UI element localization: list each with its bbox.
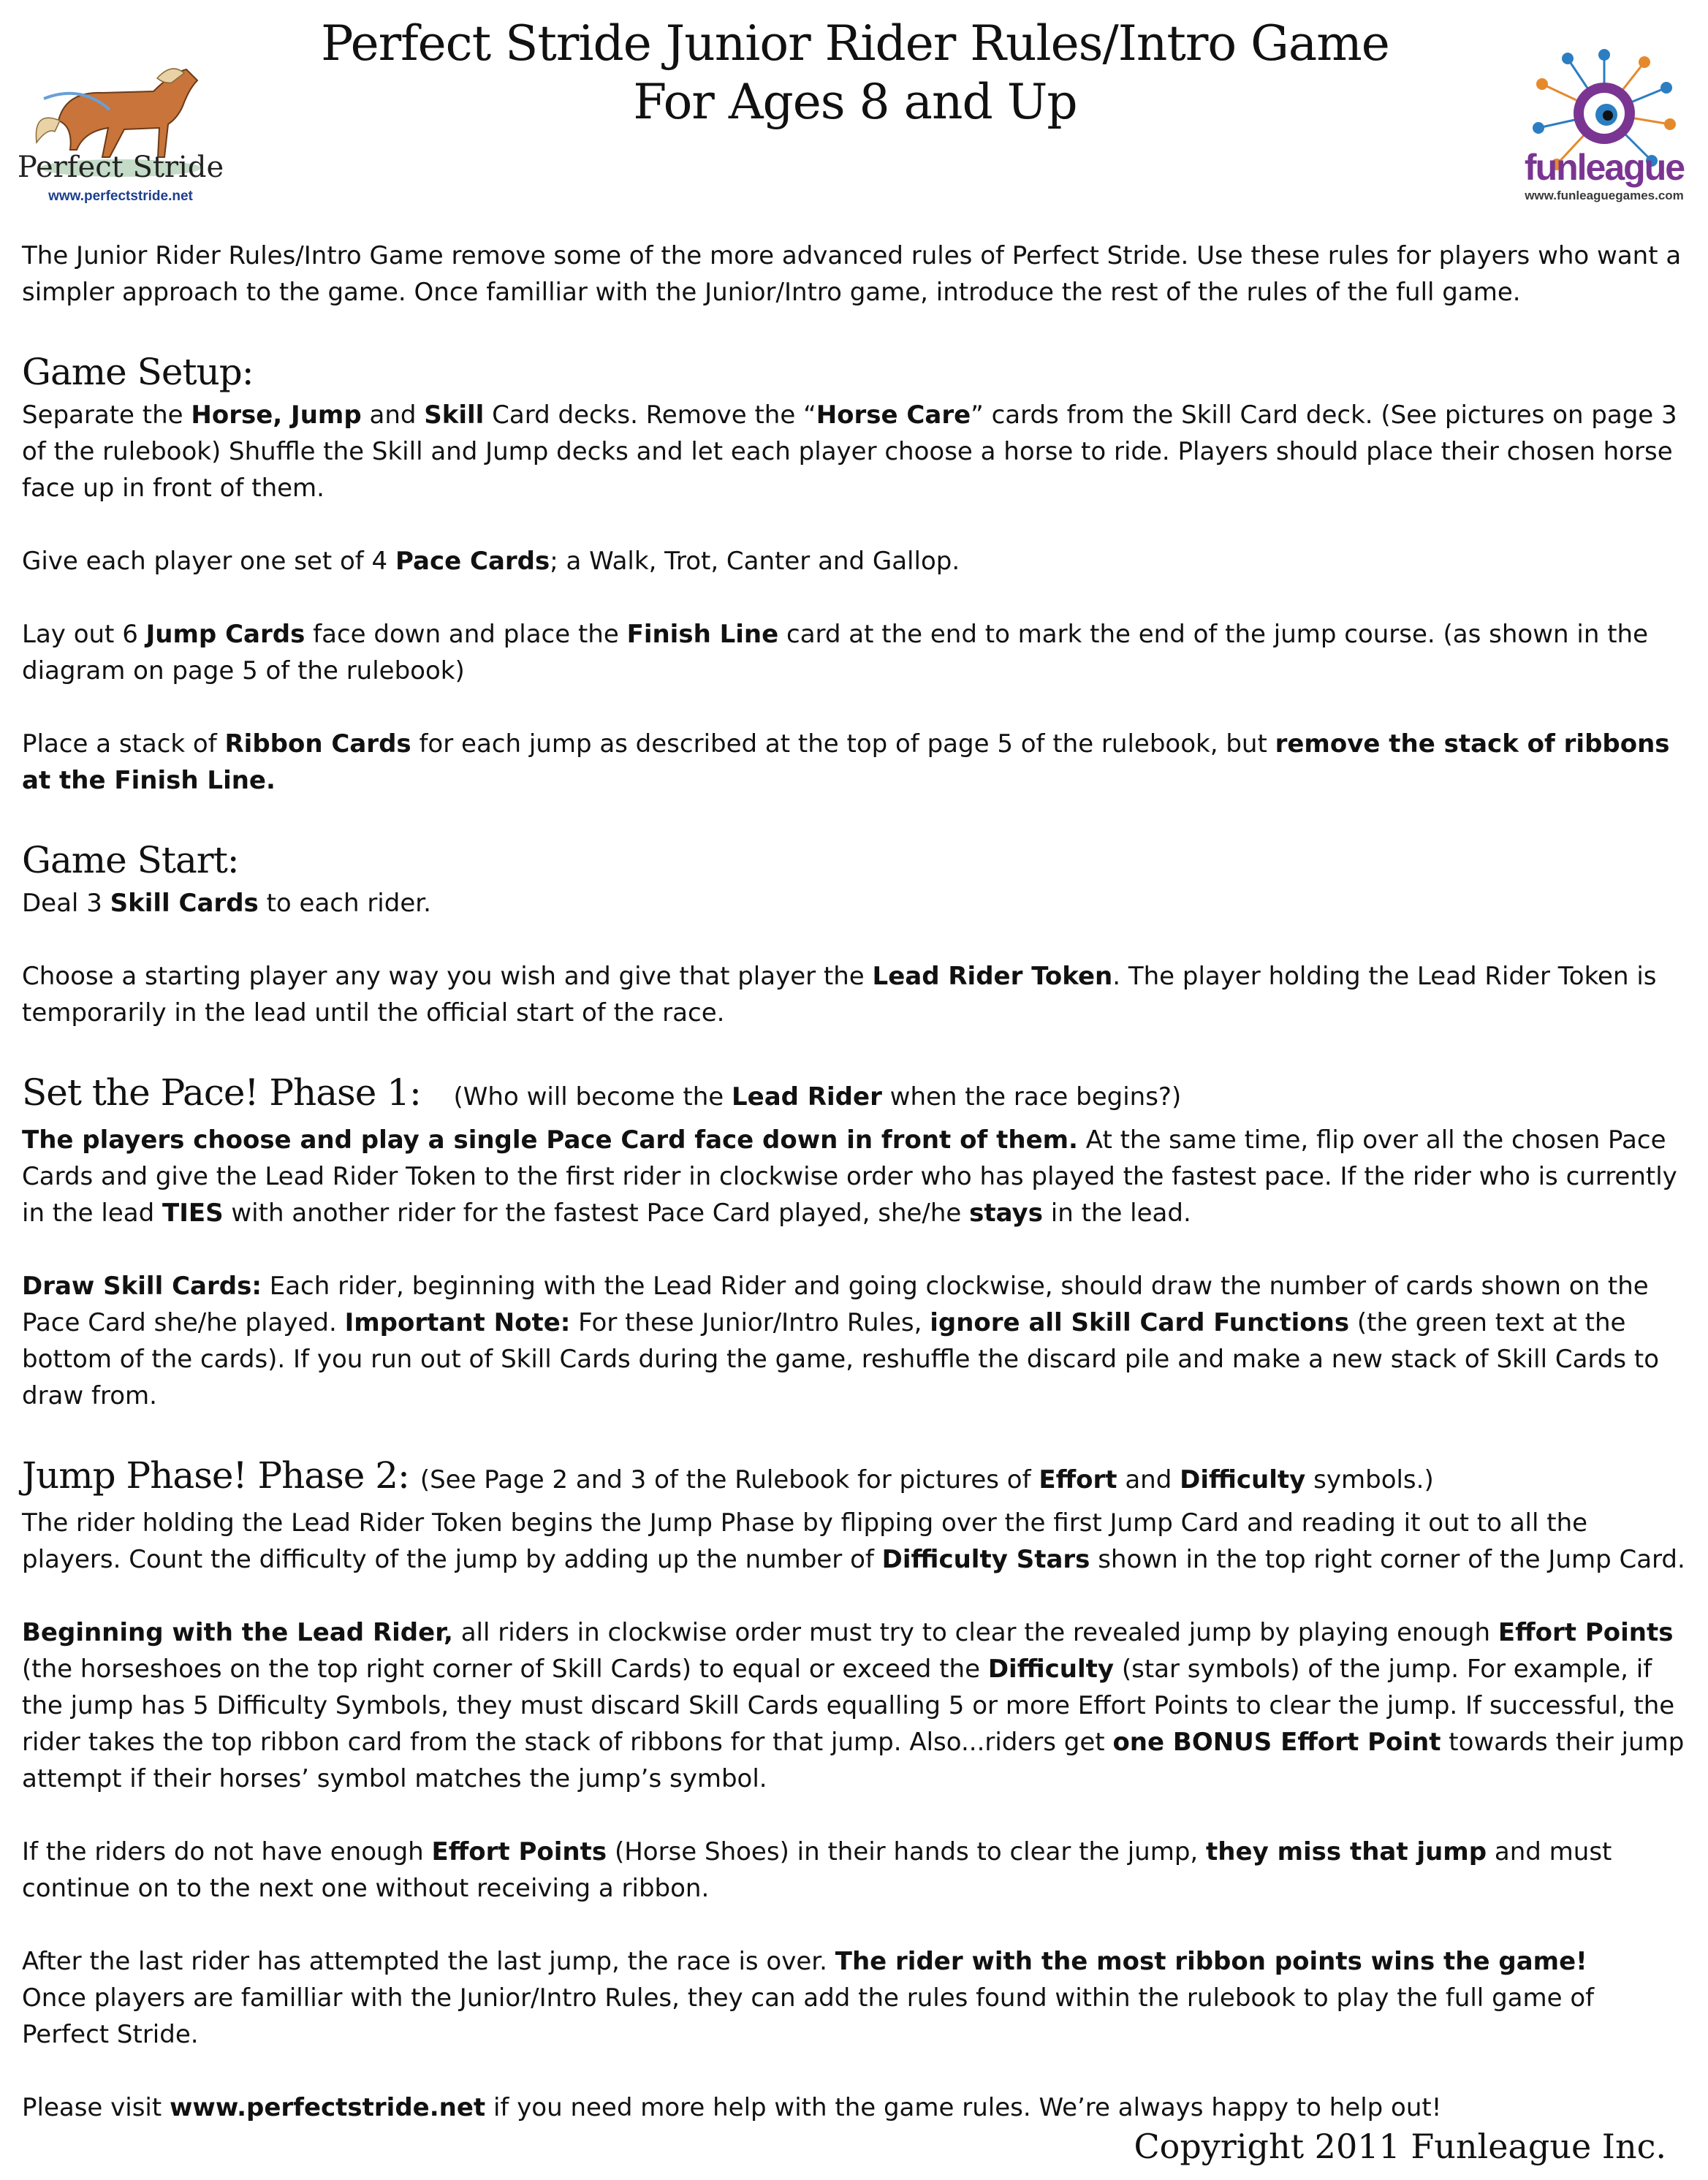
phase-1-paragraph-2: Draw Skill Cards: Each rider, beginning with the Lead Rider and going clockwise, should draw the number of cards shown on the Pace Card she/he played. Important Note: For these Junior/Intro Rules, ignore all Skill Card Functions (the green text at the bottom of the cards). If you run out of Skill Cards during the game, reshuffle the discard pile and make a new stack of Skill Cards to draw from. — [22, 1272, 1660, 1410]
perfect-stride-brand: Perfect Stride — [17, 151, 224, 184]
phase-1-heading: Set the Pace! Phase 1: (Who will become the Lead Rider when the race begins?) — [22, 1071, 1182, 1114]
phase-2-paragraph-2: Beginning with the Lead Rider, all riders in clockwise order must try to clear the revealed jump by playing enough Effort Points (the horseshoes on the top right corner of Skill Cards) to equal or exceed the Difficulty (star symbols) of the jump. For example, if the jump has 5 Difficulty Symbols, they must discard Skill Cards equalling 5 or more Effort Points to clear the jump. If successful, the rider takes the top ribbon card from the stack of ribbons for that jump. Also...riders get one BONUS Effort Point towards their jump attempt if their horses’ symbol matches the jump’s symbol. — [22, 1618, 1685, 1793]
phase-2-heading: Jump Phase! Phase 2: (See Page 2 and 3 of the Rulebook for pictures of Effort and Difficulty symbols.) — [22, 1454, 1434, 1497]
game-start-heading: Game Start: — [22, 839, 239, 881]
start-paragraph-2: Choose a starting player any way you wish and give that player the Lead Rider Token. The player holding the Lead Rider Token is temporarily in the lead until the official start of the race. — [22, 962, 1657, 1028]
intro-paragraph: The Junior Rider Rules/Intro Game remove some of the more advanced rules of Perfect Stride. Use these rules for players who want a simpler approach to the game. Once familliar with the Junior/Intro game, introduce the rest of the rules of the full game. — [22, 241, 1682, 307]
phase-2-paragraph-1: The rider holding the Lead Rider Token begins the Jump Phase by flipping over the first Jump Card and reading it out to all the players. Count the difficulty of the jump by adding up the number of Difficulty Stars shown in the top right corner of the Jump Card. — [22, 1508, 1685, 1574]
copyright-notice: Copyright 2011 Funleague Inc. — [1134, 2127, 1666, 2166]
setup-paragraph-2: Give each player one set of 4 Pace Cards; a Walk, Trot, Canter and Gallop. — [22, 547, 960, 576]
funleague-url[interactable]: www.funleaguegames.com — [1525, 189, 1684, 202]
phase-2-paragraph-4: After the last rider has attempted the last jump, the race is over. The rider with the most ribbon points wins the game! — [22, 1947, 1587, 1976]
funleague-brand: funleague — [1524, 147, 1685, 188]
setup-paragraph-3: Lay out 6 Jump Cards face down and place the Finish Line card at the end to mark the end of the jump course. (as shown in the diagram on page 5 of the rulebook) — [22, 620, 1648, 685]
phase-1-subheading: (Who will become the Lead Rider when the race begins?) — [453, 1082, 1182, 1112]
page-subtitle: For Ages 8 and Up — [633, 74, 1077, 130]
help-paragraph: Please visit www.perfectstride.net if you need more help with the game rules. We’re always happy to help out! — [22, 2093, 1442, 2122]
rules-body — [22, 238, 1688, 2162]
phase-2-subheading: (See Page 2 and 3 of the Rulebook for pictures of Effort and Difficulty symbols.) — [420, 1465, 1434, 1495]
start-paragraph-1: Deal 3 Skill Cards to each rider. — [22, 889, 431, 918]
phase-2-paragraph-3: If the riders do not have enough Effort Points (Horse Shoes) in their hands to clear the jump, they miss that jump and must continue on to the next one without receiving a ribbon. — [22, 1837, 1612, 1903]
setup-paragraph-4: Place a stack of Ribbon Cards for each jump as described at the top of page 5 of the rulebook, but remove the stack of ribbons at the Finish Line. — [22, 729, 1670, 795]
setup-paragraph-1: Separate the Horse, Jump and Skill Card decks. Remove the “Horse Care” cards from the Skill Card deck. (See pictures on page 3 of the rulebook) Shuffle the Skill and Jump decks and let each player choose a horse to ride. Players should place their chosen horse face up in front of them. — [22, 400, 1677, 503]
game-setup-heading: Game Setup: — [22, 351, 254, 393]
phase-2-paragraph-5: Once players are familliar with the Junior/Intro Rules, they can add the rules found within the rulebook to play the full game of Perfect Stride. — [22, 1983, 1595, 2049]
horse-logo-icon — [15, 11, 227, 216]
website-link[interactable]: www.perfectstride.net — [170, 2093, 486, 2122]
page-header — [0, 0, 1708, 219]
perfect-stride-url[interactable]: www.perfectstride.net — [48, 189, 193, 204]
phase-1-paragraph-1: The players choose and play a single Pace Card face down in front of them. At the same time, flip over all the chosen Pace Cards and give the Lead Rider Token to the first rider in clockwise order who has played the fastest pace. If the rider who is currently in the lead TIES with another rider for the fastest Pace Card played, she/he stays in the lead. — [22, 1125, 1677, 1228]
page-title: Perfect Stride Junior Rider Rules/Intro Game — [321, 15, 1389, 72]
